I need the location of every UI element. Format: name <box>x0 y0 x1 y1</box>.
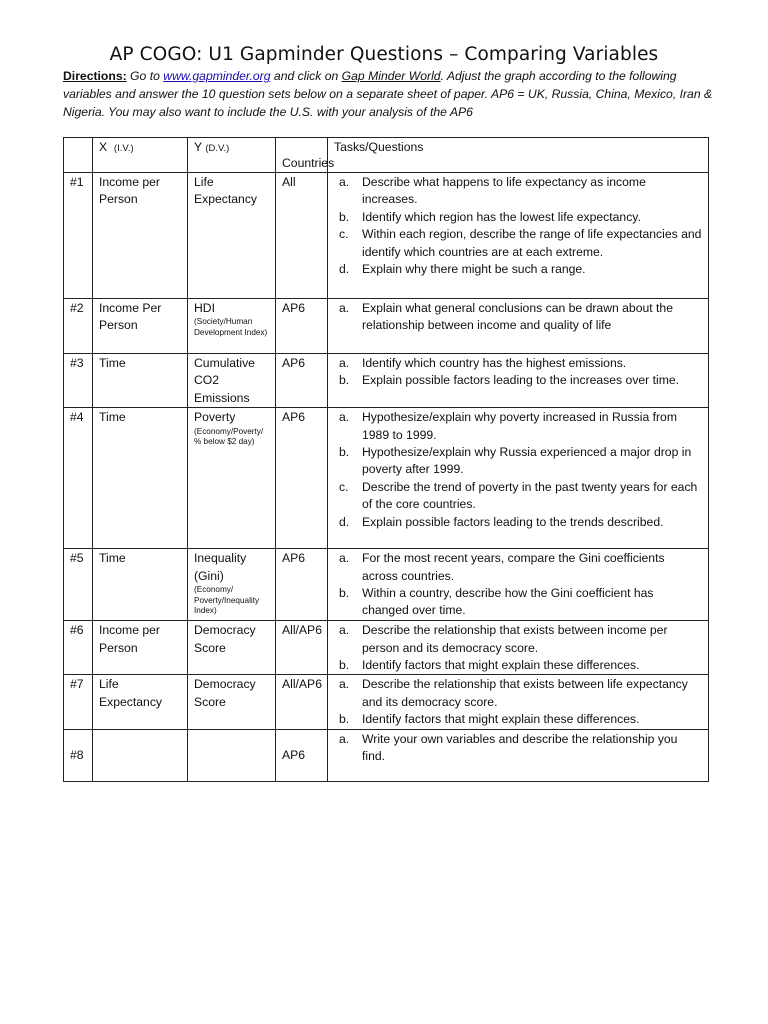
header-y-cell <box>188 138 276 173</box>
x-variable-cell <box>93 549 188 621</box>
countries-value: All/AP6 <box>282 677 322 692</box>
task-letter: a. <box>339 301 350 315</box>
y-variable-cell <box>188 173 276 299</box>
task-text: Identify factors that might explain these differences. <box>362 658 640 673</box>
x-variable: Time <box>99 551 126 566</box>
y-variable: HDI <box>194 301 215 315</box>
task-letter: a. <box>339 551 350 566</box>
row-number-cell <box>64 675 93 729</box>
task-item <box>334 657 702 674</box>
header-x-cell <box>93 138 188 173</box>
task-letter: a. <box>339 175 350 189</box>
x-variable: Income per Person <box>99 623 160 655</box>
task-letter: d. <box>339 514 350 529</box>
row-number-cell <box>64 549 93 621</box>
task-text: Within a country, describe how the Gini coefficient has changed over time. <box>362 586 654 618</box>
row-number: #8 <box>70 747 84 762</box>
y-variable-note: (Economy/ Poverty/Inequality Index) <box>194 585 260 616</box>
y-variable: Democracy Score <box>194 677 256 709</box>
countries-cell <box>276 299 328 354</box>
header-y-note: (D.V.) <box>205 143 230 154</box>
tasks-cell <box>328 354 709 408</box>
countries-value: AP6 <box>282 356 306 370</box>
task-letter: a. <box>339 623 350 638</box>
header-x-note: (I.V.) <box>113 143 134 154</box>
task-text: For the most recent years, compare the Gini coefficients across countries. <box>362 551 665 583</box>
x-variable: Income Per Person <box>99 301 162 333</box>
row-number-cell <box>64 729 93 781</box>
header-y-label: Y <box>194 140 202 154</box>
countries-cell <box>276 408 328 549</box>
task-item <box>334 444 702 479</box>
row-number: #2 <box>70 301 84 315</box>
x-variable-cell <box>93 173 188 299</box>
task-item <box>334 585 702 620</box>
task-text: Explain possible factors leading to the trends described. <box>362 514 664 529</box>
countries-cell <box>276 354 328 408</box>
row-number: #7 <box>70 677 84 692</box>
y-variable: Life Expectancy <box>194 175 258 207</box>
row-number: #4 <box>70 410 84 425</box>
task-letter: b. <box>339 209 350 224</box>
task-letter: b. <box>339 445 350 460</box>
questions-table <box>63 137 709 782</box>
header-countries-label: Countries <box>282 155 335 170</box>
table-row <box>64 354 709 408</box>
directions-text-1: Go to <box>126 69 164 83</box>
task-list <box>334 550 702 620</box>
tasks-cell <box>328 675 709 729</box>
x-variable: Time <box>99 410 126 425</box>
task-text: Identify factors that might explain these differences. <box>362 712 640 727</box>
task-text: Describe the relationship that exists between income per person and its democracy score. <box>362 623 668 655</box>
tasks-cell <box>328 549 709 621</box>
x-variable: Income per Person <box>99 175 160 207</box>
y-variable: Inequality (Gini) <box>194 551 247 583</box>
table-row <box>64 549 709 621</box>
task-item <box>334 226 702 261</box>
x-variable-cell <box>93 729 188 781</box>
task-item <box>334 409 702 444</box>
task-list <box>334 622 702 674</box>
table-row <box>64 729 709 781</box>
y-variable-cell <box>188 675 276 729</box>
task-item <box>334 300 702 335</box>
x-variable-cell <box>93 408 188 549</box>
task-list <box>334 731 702 766</box>
task-list <box>334 355 702 390</box>
task-item <box>334 261 702 278</box>
task-text: Explain possible factors leading to the increases over time. <box>362 373 680 388</box>
x-variable: Time <box>99 356 126 370</box>
task-text: Explain what general conclusions can be drawn about the relationship between income and quality of life <box>362 301 673 333</box>
table-row <box>64 408 709 549</box>
y-variable: Cumulative CO2 Emissions <box>194 356 255 405</box>
task-item <box>334 550 702 585</box>
directions-label: Directions: <box>63 69 127 83</box>
page-title: AP COGO: U1 Gapminder Questions – Comparing Variables <box>109 44 659 65</box>
task-list <box>334 676 702 728</box>
row-number-cell <box>64 173 93 299</box>
task-item <box>334 174 702 209</box>
countries-value: All/AP6 <box>282 623 322 638</box>
header-x-label: X <box>99 140 108 154</box>
header-tasks-cell <box>328 138 709 173</box>
task-letter: d. <box>339 262 350 277</box>
y-variable: Democracy Score <box>194 623 256 655</box>
y-variable: Poverty <box>194 410 236 425</box>
task-letter: b. <box>339 586 350 601</box>
tasks-cell <box>328 408 709 549</box>
table-row <box>64 299 709 354</box>
countries-cell <box>276 549 328 621</box>
countries-value: AP6 <box>282 410 306 425</box>
task-text: Explain why there might be such a range. <box>362 262 586 277</box>
row-number-cell <box>64 354 93 408</box>
countries-cell <box>276 675 328 729</box>
task-letter: c. <box>339 479 349 494</box>
task-item <box>334 731 702 766</box>
task-list <box>334 409 702 531</box>
countries-value: All <box>282 175 296 189</box>
task-letter: a. <box>339 410 350 425</box>
tasks-cell <box>328 173 709 299</box>
x-variable-cell <box>93 675 188 729</box>
directions-paragraph <box>63 67 723 121</box>
gapminder-link[interactable]: www.gapminder.org <box>163 69 271 83</box>
task-list <box>334 174 702 278</box>
y-variable-cell <box>188 408 276 549</box>
task-letter: b. <box>339 373 350 388</box>
row-number: #6 <box>70 623 84 638</box>
x-variable: Life Expectancy <box>99 677 163 709</box>
countries-cell <box>276 621 328 675</box>
directions-text-3: . Adjust the graph according to the following variables and answer the 10 question sets below on a separate sheet of paper. AP6 = UK, Russia, China, Mexico, Iran & Nigeria. You may also want to include the U.S. with your analysis of the AP6 <box>63 69 713 119</box>
task-text: Describe the relationship that exists between life expectancy and its democracy score. <box>362 677 688 709</box>
y-variable-note: (Society/Human Development Index) <box>194 317 268 337</box>
header-countries-cell <box>276 138 335 173</box>
row-number: #5 <box>70 551 84 566</box>
task-item <box>334 711 702 728</box>
task-text: Within each region, describe the range of life expectancies and identify which countries are at each extreme. <box>362 227 702 259</box>
tasks-cell <box>328 729 709 781</box>
y-variable-cell <box>188 549 276 621</box>
task-letter: b. <box>339 658 350 673</box>
y-variable-note: (Economy/Poverty/ % below $2 day) <box>194 426 264 447</box>
row-number-cell <box>64 621 93 675</box>
table-row <box>64 621 709 675</box>
row-number: #3 <box>70 356 84 370</box>
table-row <box>64 675 709 729</box>
task-item <box>334 372 702 389</box>
countries-value: AP6 <box>282 551 306 566</box>
directions-text-2: and click on <box>270 69 342 83</box>
gap-minder-world-text: Gap Minder World <box>341 69 441 83</box>
task-item <box>334 676 702 711</box>
task-item <box>334 514 702 531</box>
y-variable-cell <box>188 621 276 675</box>
table-row <box>64 173 709 299</box>
x-variable-cell <box>93 354 188 408</box>
task-text: Write your own variables and describe the relationship you find. <box>362 731 678 764</box>
countries-cell <box>276 729 328 781</box>
tasks-cell <box>328 299 709 354</box>
task-text: Describe what happens to life expectancy as income increases. <box>362 175 646 207</box>
header-tasks-label: Tasks/Questions <box>334 140 424 154</box>
countries-cell <box>276 173 328 299</box>
task-text: Hypothesize/explain why poverty increased in Russia from 1989 to 1999. <box>362 410 677 442</box>
task-letter: b. <box>339 712 350 727</box>
task-letter: a. <box>339 731 350 746</box>
x-variable-cell <box>93 299 188 354</box>
tasks-cell <box>328 621 709 675</box>
y-variable-cell <box>188 354 276 408</box>
y-variable-cell <box>188 729 276 781</box>
task-list <box>334 300 702 335</box>
row-number-cell <box>64 299 93 354</box>
task-item <box>334 355 702 372</box>
task-letter: a. <box>339 356 350 370</box>
task-text: Identify which country has the highest emissions. <box>362 356 627 370</box>
row-number-cell <box>64 408 93 549</box>
table-header-row <box>64 138 709 173</box>
row-number: #1 <box>70 175 84 189</box>
countries-value: AP6 <box>282 747 306 762</box>
task-letter: c. <box>339 227 349 242</box>
task-item <box>334 622 702 657</box>
countries-value: AP6 <box>282 301 306 315</box>
x-variable-cell <box>93 621 188 675</box>
y-variable-cell <box>188 299 276 354</box>
task-text: Describe the trend of poverty in the past twenty years for each of the core countries. <box>362 479 698 512</box>
task-text: Identify which region has the lowest life expectancy. <box>362 209 641 224</box>
task-text: Hypothesize/explain why Russia experienced a major drop in poverty after 1999. <box>362 445 692 477</box>
task-item <box>334 479 702 514</box>
header-number-cell <box>64 138 93 173</box>
task-letter: a. <box>339 677 350 692</box>
task-item <box>334 209 702 226</box>
